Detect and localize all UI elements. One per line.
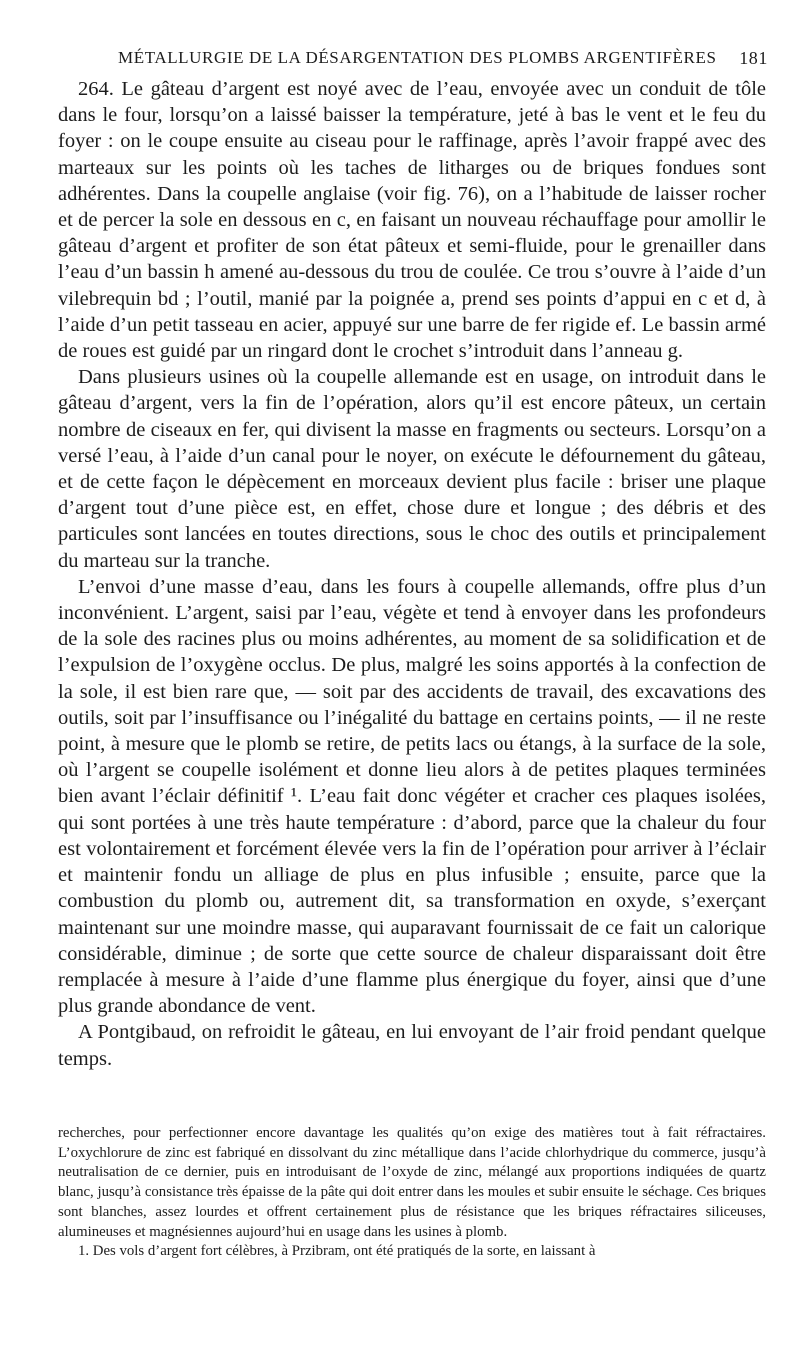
running-header bbox=[118, 48, 768, 72]
footnote-1: 1. Des vols d’argent fort célèbres, à Przibram, ont été pratiqués de la sorte, en laissant à bbox=[78, 1243, 596, 1260]
paragraph-coupelle-allemande: Dans plusieurs usines où la coupelle allemande est en usage, on introduit dans le gâteau d’argent, vers la fin de l’opération, alors qu’il est encore pâteux, un certain nombre de ciseaux en fer, qui divisent la masse en fragments ou secteurs. Lorsqu’on a versé l’eau, à l’aide d’un canal pour le noyer, on exécute le défournement du gâteau, et de cette façon le dépècement en morceaux devient plus facile : briser une plaque d’argent tout d’une pièce est, en effet, chose dure et longue ; des débris et des particules sont lancées en toutes directions, sous le choc des outils et principalement du marteau sur la tranche. bbox=[58, 366, 766, 572]
paragraph-pontgibaud: A Pontgibaud, on refroidit le gâteau, en lui envoyant de l’air froid pendant quelque temps. bbox=[58, 1021, 766, 1070]
footnote-continuation: recherches, pour perfectionner encore davantage les qualités qu’on exige des matières tout à fait réfractaires. L’oxychlorure de zinc est fabriqué en dissolvant du zinc métallique dans l’acide chlorhydrique du commerce, jusqu’à neutralisation de ce dernier, puis en introduisant de l’oxyde de zinc, mélangé aux proportions indiquées de quartz blanc, jusqu’à consistance très épaisse de la pâte qui doit entrer dans les moules et subir ensuite le séchage. Ces briques sont blanches, assez lourdes et offrent certainement plus de résistance que les briques réfractaires siliceuses, alumineuses et magnésiennes aujourd’hui en usage dans les usines à plomb. bbox=[58, 1125, 766, 1240]
header-title: MÉTALLURGIE DE LA DÉSARGENTATION DES PLOMBS ARGENTIFÈRES bbox=[118, 48, 717, 67]
page-number: 181 bbox=[739, 48, 768, 68]
paragraph-264: 264. Le gâteau d’argent est noyé avec de l’eau, envoyée avec un conduit de tôle dans le four, lorsqu’on a laissé baisser la température, jeté à bas le vent et le feu du foyer : on le coupe ensuite au ciseau pour le raffinage, après l’avoir frappé avec des marteaux sur les points où les taches de litharges ou de briques fondues sont adhérentes. Dans la coupelle anglaise (voir fig. 76), on a l’habitude de laisser rocher et de percer la sole en dessous en c, en faisant un nouveau réchauffage pour amollir le gâteau d’argent et profiter de son état pâteux et semi-fluide, pour le grenailler dans l’eau d’un bassin h amené au-dessous du trou de coulée. Ce trou s’ouvre à l’aide d’un vilebrequin bd ; l’outil, manié par la poignée a, prend ses points d’appui en c et d, à l’aide d’un petit tasseau en acier, appuyé sur une barre de fer rigide ef. Le bassin armé de roues est guidé par un ringard dont le crochet s’introduit dans l’anneau g. bbox=[58, 78, 766, 363]
body-text bbox=[58, 76, 766, 1072]
footnotes bbox=[58, 1124, 766, 1262]
paragraph-envoi-eau: L’envoi d’une masse d’eau, dans les fours à coupelle allemands, offre plus d’un inconvénient. L’argent, saisi par l’eau, végète et tend à envoyer dans les profondeurs de la sole des racines plus ou moins adhérentes, au moment de sa solidification et de l’expulsion de l’oxygène occlus. De plus, malgré les soins apportés à la confection de la sole, il est bien rare que, — soit par des accidents de travail, des excavations des outils, soit par l’insuffisance ou l’inégalité du battage en certains points, — il ne reste point, à mesure que le plomb se retire, de petits lacs ou étangs, à la surface de la sole, où l’argent se coupelle isolément et donne lieu alors à de petites plaques terminées bien avant l’éclair définitif ¹. L’eau fait donc végéter et cracher ces plaques isolées, qui sont portées à une très haute température : d’abord, parce que la chaleur du four est volontairement et forcément élevée vers la fin de l’opération pour arriver à l’éclair et maintenir fondu un alliage de plus en plus infusible ; ensuite, parce que la combustion du plomb ou, autrement dit, sa transformation en oxyde, s’exerçant maintenant sur une moindre masse, qui auparavant fournissait de ce fait un calorique considérable, diminue ; de sorte que cette source de chaleur disparaissant doit être remplacée à mesure à l’aide d’une flamme plus énergique du foyer, ainsi que d’une plus grande abondance de vent. bbox=[58, 575, 766, 1018]
